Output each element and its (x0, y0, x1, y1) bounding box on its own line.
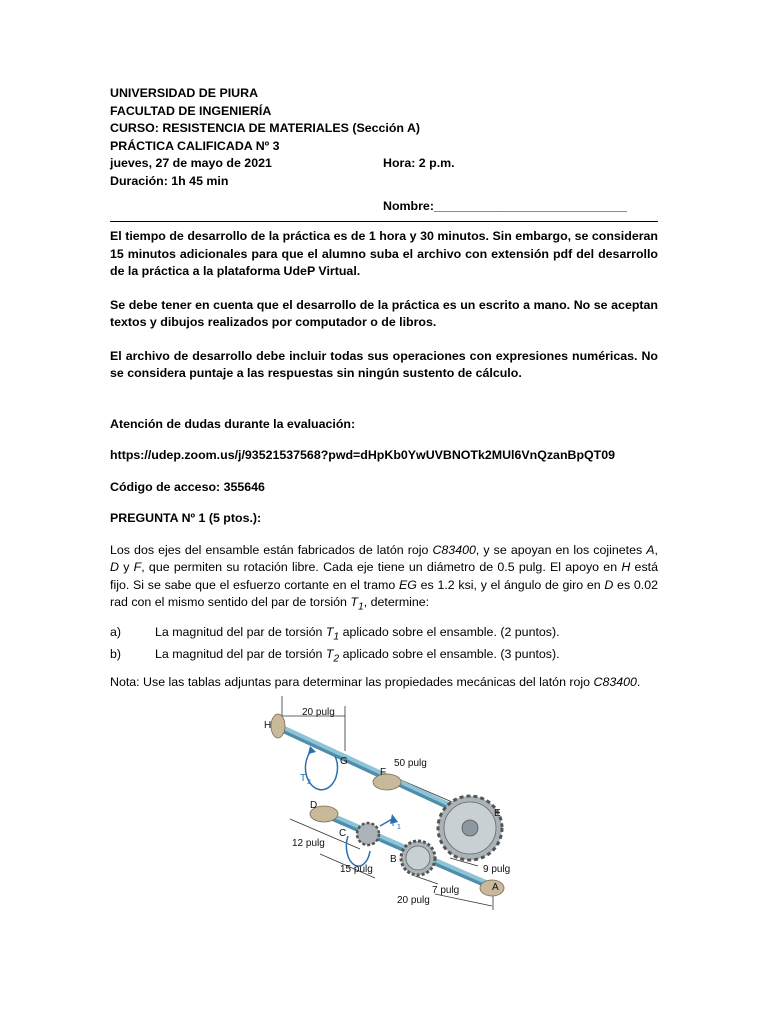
question-item-b: b) La magnitud del par de torsión $T_2$ aplicado sobre el ensamble. (3 puntos). (110, 646, 560, 665)
label-H: H (264, 720, 272, 731)
label-T1-sub: 1 (397, 824, 401, 831)
dim-20-pulg-bottom: 20 pulg (397, 895, 430, 906)
course-name: CURSO: RESISTENCIA DE MATERIALES (Sección A) (110, 121, 421, 135)
date-time-row (110, 155, 658, 173)
shaft-assembly-figure (240, 686, 530, 926)
label-T1: T (390, 818, 397, 829)
label-B: B (390, 854, 397, 865)
question-items (110, 624, 658, 668)
label-C: C (339, 828, 347, 839)
dim-7-pulg: 7 pulg (432, 885, 460, 896)
exam-date: jueves, 27 de mayo de 2021 (110, 156, 272, 170)
label-D: D (310, 800, 318, 811)
label-A: A (492, 882, 499, 893)
access-code: Código de acceso: 355646 (110, 479, 265, 494)
instruction-operations: El archivo de desarrollo debe incluir todas sus operaciones con expresiones numéricas. No se considera puntaje a las respuestas sin ningún sustento de cálculo. (110, 348, 658, 380)
exam-time: Hora: 2 p.m. (383, 156, 455, 170)
instruction-time: El tiempo de desarrollo de la práctica es de 1 hora y 30 minutos. Sin embargo, se consideran 15 minutos adicionales para que el alumno suba el archivo con extensión pdf del desarrollo de la práctica a la plataforma UdeP Virtual. (110, 229, 658, 278)
note: Nota: Use las tablas adjuntas para determinar las propiedades mecánicas del latón rojo C83400. (110, 674, 641, 689)
name-row (110, 198, 658, 217)
label-T2: T (300, 773, 307, 784)
dim-12-pulg: 12 pulg (292, 838, 325, 849)
faculty-name: FACULTAD DE INGENIERÍA (110, 103, 272, 118)
zoom-link[interactable]: https://udep.zoom.us/j/93521537568?pwd=dHpKb0YwUVBNOTk2MUl6VnQzanBpQT09 (110, 448, 616, 462)
support-title: Atención de dudas durante la evaluación: (110, 416, 356, 431)
label-T2-sub: 2 (307, 779, 311, 786)
question-item-a: a) La magnitud del par de torsión $T_1$ aplicado sobre el ensamble. (2 puntos). (110, 624, 560, 643)
divider (110, 221, 658, 222)
instruction-handwritten: Se debe tener en cuenta que el desarrollo de la práctica es un escrito a mano. No se aceptan textos y dibujos realizados por computador o de libros. (110, 297, 658, 329)
dim-50-pulg: 50 pulg (394, 758, 427, 769)
question-statement: Los dos ejes del ensamble están fabricados de latón rojo C83400, y se apoyan en los cojinetes A, D y F, que permiten su rotación libre. Cada eje tiene un diámetro de 0.5 pulg. El apoyo en H está fijo. Si se sabe que el esfuerzo cortante en el tramo EG es 1.2 ksi, y el ángulo de giro en D es 0.02 rad con el mismo sentido del par de torsión $T_1$, determine: (110, 542, 658, 613)
dim-15-pulg: 15 pulg (340, 864, 373, 875)
label-G: G (340, 756, 348, 767)
practice-title: PRÁCTICA CALIFICADA Nº 3 (110, 138, 280, 153)
label-E: E (494, 808, 501, 819)
university-name: UNIVERSIDAD DE PIURA (110, 86, 259, 100)
dim-9-pulg: 9 pulg (483, 864, 511, 875)
label-F: F (380, 767, 387, 778)
dim-20-pulg-top: 20 pulg (302, 707, 335, 718)
exam-duration: Duración: 1h 45 min (110, 173, 229, 188)
question-title: PREGUNTA Nº 1 (5 ptos.): (110, 511, 262, 525)
name-field: Nombre:____________________________ (383, 199, 627, 213)
exam-page (110, 85, 658, 691)
